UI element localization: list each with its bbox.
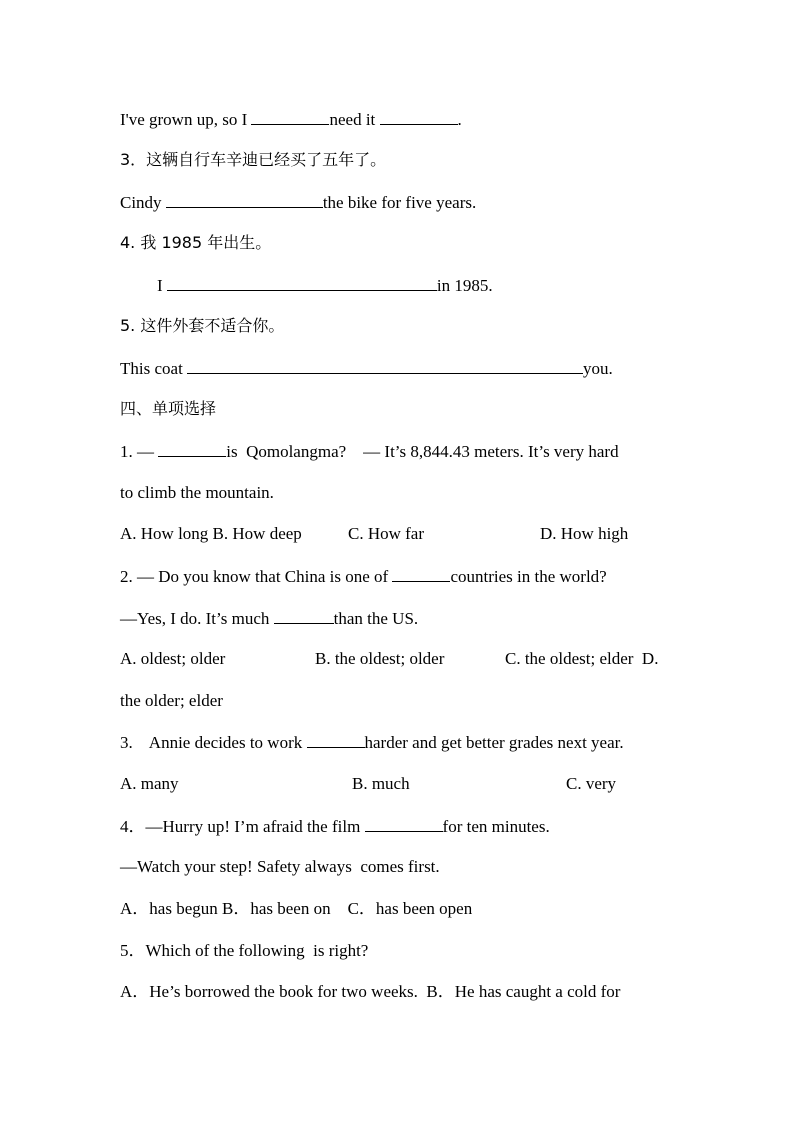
- text: for ten minutes.: [442, 817, 550, 836]
- text: countries in the world?: [450, 567, 607, 586]
- option-a: A. oldest; older: [120, 649, 226, 668]
- text: This coat: [120, 359, 188, 378]
- answer-line-1: [120, 108, 462, 131]
- mc-question-1-cont: to climb the mountain.: [120, 483, 274, 502]
- option-c: C. How far: [348, 524, 425, 543]
- mc-question-4: [120, 815, 550, 838]
- option-b: B. much: [352, 774, 410, 793]
- option-c: C. the oldest; elder D.: [505, 649, 659, 668]
- text: Cindy: [120, 193, 166, 212]
- text: .: [457, 110, 462, 129]
- option-a: A. How long B. How deep: [120, 524, 302, 543]
- mc-question-2-reply: [120, 607, 418, 630]
- text: in 1985.: [436, 276, 493, 295]
- mc-question-4-reply: —Watch your step! Safety always comes first.: [120, 857, 440, 876]
- fill-blank[interactable]: [166, 191, 323, 208]
- text: 4．—Hurry up! I’m afraid the film: [120, 817, 365, 836]
- question-3-chinese: 3．这辆自行车辛迪已经买了五年了。: [120, 150, 387, 169]
- text: 1. —: [120, 442, 159, 461]
- option-a: A. many: [120, 774, 179, 793]
- option-c: C. very: [566, 774, 617, 793]
- fill-blank[interactable]: [274, 607, 334, 624]
- text: I've grown up, so I: [120, 110, 252, 129]
- question-4-chinese: 4. 我 1985 年出生。: [120, 233, 272, 252]
- fill-blank[interactable]: [187, 357, 583, 374]
- question-5-chinese: 5. 这件外套不适合你。: [120, 316, 285, 335]
- fill-blank[interactable]: [365, 815, 443, 832]
- fill-blank[interactable]: [380, 108, 458, 125]
- fill-blank[interactable]: [158, 440, 226, 457]
- text: harder and get better grades next year.: [364, 733, 624, 752]
- answer-line-3: [120, 191, 476, 214]
- mc-question-2: [120, 565, 607, 588]
- text: the bike for five years.: [322, 193, 477, 212]
- fill-blank[interactable]: [392, 565, 450, 582]
- text: —Yes, I do. It’s much: [120, 609, 274, 628]
- text: you.: [583, 359, 613, 378]
- option-d: D. How high: [540, 524, 629, 543]
- text: I: [157, 276, 167, 295]
- text: 3. Annie decides to work: [120, 733, 307, 752]
- section-heading: 四、单项选择: [120, 399, 217, 418]
- fill-blank[interactable]: [251, 108, 329, 125]
- option-b: B. the oldest; older: [315, 649, 445, 668]
- options-q4: A．has begun B．has been on C．has been open: [120, 899, 473, 918]
- mc-question-1: [120, 440, 619, 463]
- option-d: the older; elder: [120, 691, 223, 710]
- answer-line-5: [120, 357, 613, 380]
- text: need it: [329, 110, 380, 129]
- mc-question-5: 5．Which of the following is right?: [120, 941, 369, 960]
- options-q5: A．He’s borrowed the book for two weeks. B．He has caught a cold for: [120, 982, 621, 1001]
- mc-question-3: [120, 731, 624, 754]
- text: is Qomolangma? — It’s 8,844.43 meters. It’s very hard: [226, 442, 619, 461]
- answer-line-4: [157, 274, 493, 297]
- fill-blank[interactable]: [307, 731, 365, 748]
- text: 2. — Do you know that China is one of: [120, 567, 393, 586]
- text: than the US.: [333, 609, 419, 628]
- fill-blank[interactable]: [167, 274, 437, 291]
